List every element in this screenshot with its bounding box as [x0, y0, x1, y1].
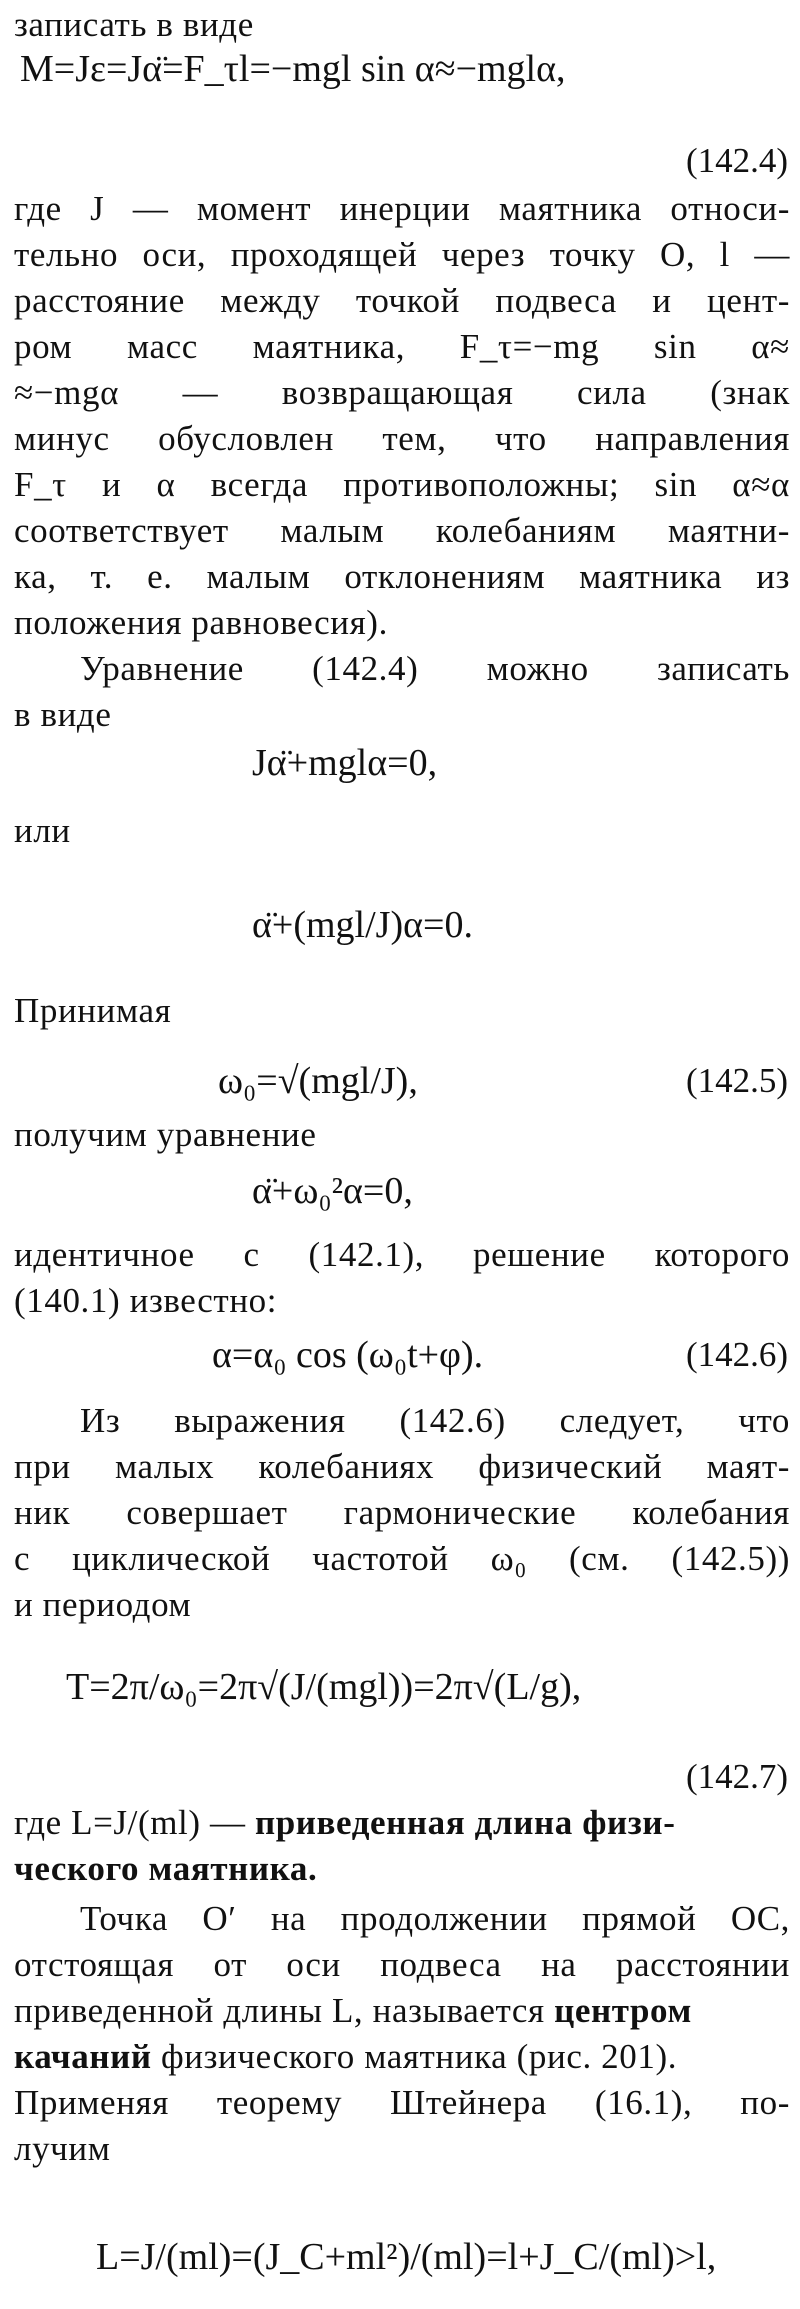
- text-line: [14, 1846, 790, 1892]
- equation: [96, 2232, 716, 2282]
- text-line: где J — момент инерции маятника относи-: [14, 189, 790, 228]
- paragraph-start: Уравнение (142.4) можно записать: [80, 649, 790, 688]
- text-line: соответствует малым колебаниям маятни-: [14, 511, 790, 550]
- equation-142-5: [218, 1056, 418, 1106]
- equation: [252, 738, 437, 788]
- text-line: ка, т. е. малым отклонениям маятника из: [14, 557, 790, 596]
- equation: [252, 900, 473, 950]
- text-span: физического маятника (рис. 201).: [151, 2037, 678, 2076]
- equation: [252, 1166, 413, 1216]
- equation-142-7: [66, 1662, 581, 1712]
- equation-number: (142.5): [685, 1061, 788, 1100]
- term-center-of-swing-cont: качаний: [14, 2037, 152, 2076]
- text-line: положения равновесия).: [14, 603, 388, 642]
- text-line: (140.1) известно:: [14, 1281, 278, 1320]
- text-line: Принимая: [14, 991, 172, 1030]
- text-line: [14, 1800, 790, 1846]
- text-line: Применяя теорему Штейнера (16.1), по-: [14, 2083, 790, 2122]
- text-line: [14, 1988, 790, 2034]
- text-line: или: [14, 811, 71, 850]
- text-line: лучим: [14, 2129, 111, 2168]
- text-line: тельно оси, проходящей через точку O, l —: [14, 235, 790, 274]
- text-line: ≈−mgα — возвращающая сила (знак: [14, 373, 790, 412]
- equation-number: (142.6): [685, 1335, 788, 1374]
- text-line: записать в виде: [14, 5, 254, 44]
- text-line: [14, 2034, 790, 2080]
- paragraph-start: Точка O′ на продолжении прямой OC,: [80, 1899, 790, 1938]
- text-line: F_τ и α всегда противоположны; sin α≈α: [14, 465, 790, 504]
- text-line: расстояние между точкой подвеса и цент-: [14, 281, 790, 320]
- term-center-of-swing: центром: [554, 1991, 692, 2030]
- equation-text: T=2π/ω₀=2π√(J/(mgl))=2π√(L/g),: [66, 1666, 582, 1708]
- text-line: отстоящая от оси подвеса на расстоянии: [14, 1945, 790, 1984]
- text-line: в виде: [14, 695, 112, 734]
- text-line: при малых колебаниях физический маят-: [14, 1447, 790, 1486]
- equation-number: (142.4): [685, 141, 788, 180]
- equation-142-4: [20, 44, 566, 94]
- equation-text: α=α₀ cos (ω₀t+φ).: [212, 1334, 484, 1376]
- term-reduced-length: приведенная длина физи-: [254, 1803, 676, 1842]
- equation-text: α̈+ω₀²α=0,: [252, 1170, 413, 1212]
- text-span: приведенной длины L, называется: [14, 1991, 555, 2030]
- term-reduced-length-cont: ческого маятника.: [14, 1849, 318, 1888]
- text-line: минус обусловлен тем, что направления: [14, 419, 790, 458]
- text-line: с циклической частотой ω₀ (см. (142.5)): [14, 1539, 790, 1578]
- equation-number: (142.7): [685, 1757, 788, 1796]
- equation-text: L=J/(ml)=(J_C+ml²)/(ml)=l+J_C/(ml)>l,: [96, 2236, 717, 2278]
- equation-text: α̈+(mgl/J)α=0.: [252, 904, 473, 946]
- text-line: и периодом: [14, 1585, 192, 1624]
- equation-142-6: [212, 1330, 483, 1380]
- equation-text: Jα̈+mglα=0,: [252, 742, 438, 784]
- paragraph-start: Из выражения (142.6) следует, что: [80, 1401, 790, 1440]
- text-line: ром масс маятника, F_τ=−mg sin α≈: [14, 327, 790, 366]
- text-line: идентичное с (142.1), решение которого: [14, 1235, 790, 1274]
- text-span: где L=J/(ml) —: [14, 1803, 255, 1842]
- equation-text: ω₀=√(mgl/J),: [218, 1060, 418, 1102]
- text-line: получим уравнение: [14, 1115, 317, 1154]
- text-line: ник совершает гармонические колебания: [14, 1493, 790, 1532]
- equation-text: M=Jε=Jα̈=F_τl=−mgl sin α≈−mglα,: [20, 48, 566, 90]
